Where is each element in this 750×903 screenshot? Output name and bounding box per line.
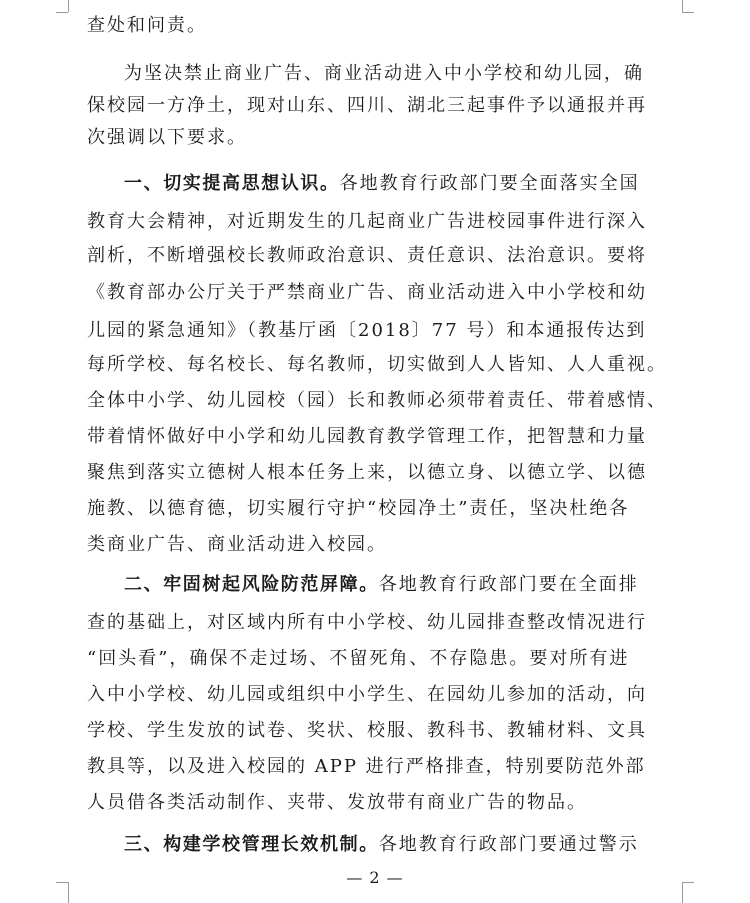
text-line bbox=[87, 389, 667, 413]
line-text: 查处和问责。 bbox=[87, 15, 207, 36]
line-text: 儿园的紧急通知》（教基厅函〔2018〕77 号）和本通报传达到 bbox=[87, 320, 647, 341]
line-text: 入中小学校、幼儿园或组织中小学生、在园幼儿参加的活动，向 bbox=[87, 684, 647, 705]
line-text: 剖析，不断增强校长教师政治意识、责任意识、法治意识。要将 bbox=[87, 245, 647, 266]
line-text: 每所学校、每名校长、每名教师，切实做到人人皆知、人人重视。 bbox=[87, 354, 667, 375]
text-line bbox=[87, 425, 667, 449]
line-text: 全体中小学、幼儿园校（园）长和教师必须带着责任、带着感情、 bbox=[87, 390, 667, 411]
crop-mark-top-right-h bbox=[682, 12, 694, 13]
text-line bbox=[87, 719, 667, 743]
text-line bbox=[87, 14, 667, 38]
line-text: 教育大会精神，对近期发生的几起商业广告进校园事件进行深入 bbox=[87, 211, 647, 232]
line-text: 施教、以德育德，切实履行守护“校园净土”责任，坚决杜绝各 bbox=[87, 498, 630, 519]
line-text: 教具等，以及进入校园的 APP 进行严格排查，特别要防范外部 bbox=[87, 756, 646, 777]
line-text: 带着情怀做好中小学和幼儿园教育教学管理工作，把智慧和力量 bbox=[87, 426, 647, 447]
text-line bbox=[87, 497, 667, 521]
line-text: 各地教育行政部门要通过警示 bbox=[378, 834, 639, 855]
text-line bbox=[87, 533, 667, 557]
text-line bbox=[87, 281, 667, 305]
text-line bbox=[87, 683, 667, 707]
line-text: 聚焦到落实立德树人根本任务上来，以德立身、以德立学、以德 bbox=[87, 462, 647, 483]
line-text: 类商业广告、商业活动进入校园。 bbox=[87, 534, 387, 555]
line-text: 各地教育行政部门要在全面排 bbox=[378, 574, 639, 595]
crop-mark-top-right-v bbox=[682, 0, 683, 12]
line-text: 各地教育行政部门要全面落实全国 bbox=[339, 173, 640, 194]
line-text: 《教育部办公厅关于严禁商业广告、商业活动进入中小学校和幼 bbox=[87, 282, 647, 303]
line-text: 次强调以下要求。 bbox=[87, 127, 247, 148]
section-heading: 二、牢固树起风险防范屏障。 bbox=[124, 574, 379, 595]
text-line bbox=[87, 755, 667, 779]
text-line bbox=[124, 172, 667, 196]
text-line bbox=[124, 573, 667, 597]
line-text: 人员借各类活动制作、夹带、发放带有商业广告的物品。 bbox=[87, 792, 587, 813]
line-text: 学校、学生发放的试卷、奖状、校服、教科书、教辅材料、文具 bbox=[87, 720, 647, 741]
text-line bbox=[87, 210, 667, 234]
line-text: 查的基础上，对区域内所有中小学校、幼儿园排查整改情况进行 bbox=[87, 612, 647, 633]
text-line bbox=[87, 353, 667, 377]
crop-mark-top-left-v bbox=[68, 0, 69, 12]
text-line bbox=[87, 647, 667, 671]
text-line bbox=[87, 611, 667, 635]
text-line bbox=[87, 461, 667, 485]
section-heading: 三、构建学校管理长效机制。 bbox=[124, 834, 379, 855]
section-heading: 一、切实提高思想认识。 bbox=[124, 173, 340, 194]
text-line bbox=[87, 94, 667, 118]
text-line bbox=[87, 791, 667, 815]
text-line bbox=[124, 62, 667, 86]
crop-mark-top-left-h bbox=[56, 12, 68, 13]
line-text: 为坚决禁止商业广告、商业活动进入中小学校和幼儿园，确 bbox=[124, 63, 644, 84]
text-line bbox=[87, 319, 667, 343]
page-number: — 2 — bbox=[346, 868, 404, 887]
text-line bbox=[124, 833, 667, 857]
text-line bbox=[87, 244, 667, 268]
text-line bbox=[87, 126, 667, 150]
line-text: “回头看”，确保不走过场、不留死角、不存隐患。要对所有进 bbox=[87, 648, 630, 669]
line-text: 保校园一方净土，现对山东、四川、湖北三起事件予以通报并再 bbox=[87, 95, 647, 116]
